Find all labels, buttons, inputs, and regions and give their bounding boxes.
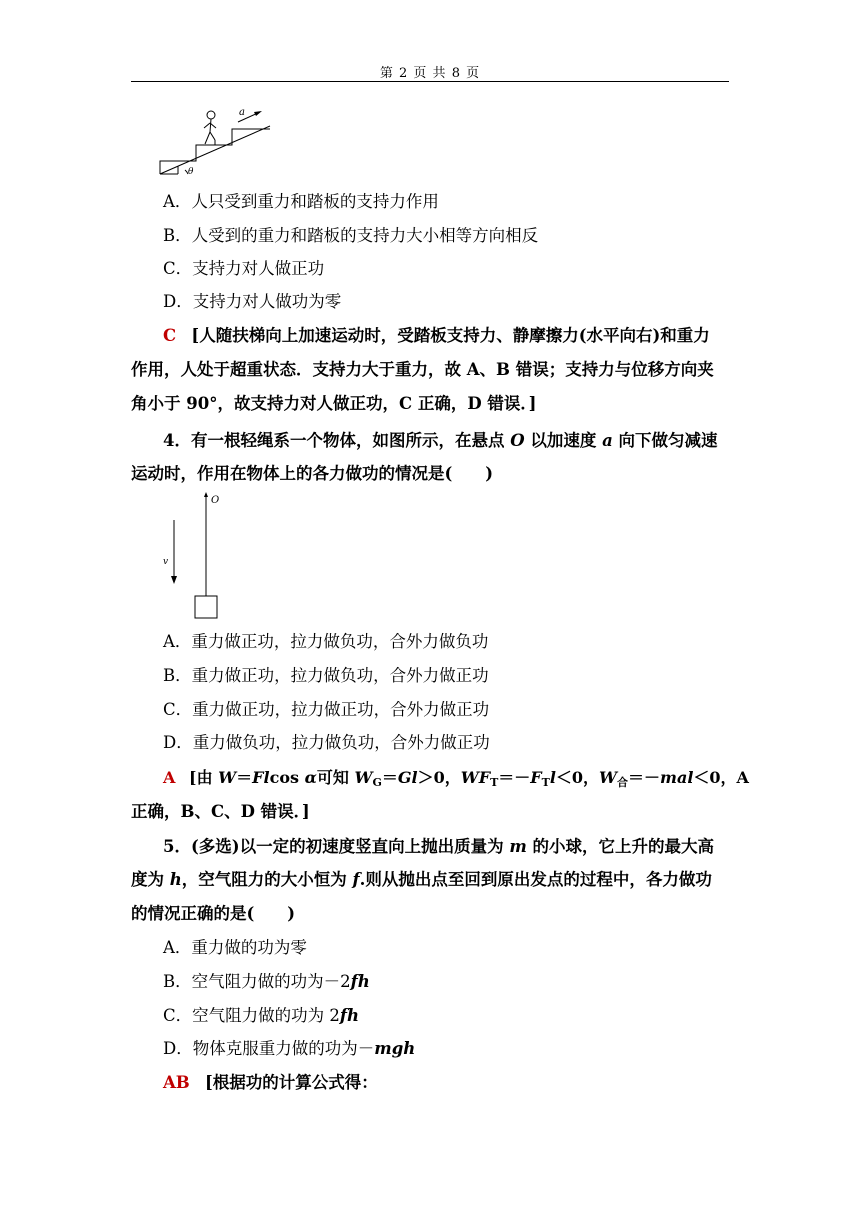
exp-var: mal (660, 768, 694, 787)
escalator-figure (158, 104, 278, 176)
exp-sub: 合 (617, 776, 629, 789)
q5-option-d (163, 1038, 415, 1060)
exp-text: [由 (189, 768, 219, 787)
q4-option-a: A．重力做正功，拉力做负功，合外力做负功 (163, 632, 489, 651)
q5-opt-var: fh (339, 1006, 359, 1025)
exp-var: WF (460, 768, 491, 787)
exp-text: ＞0， (417, 768, 461, 787)
q4-explanation-line2: 正确，B、C、D 错误．] (131, 802, 310, 821)
q4-stem-line1 (163, 430, 718, 452)
page-header: 第 2 页 共 8 页 (379, 66, 481, 81)
q5-opt-text: C．空气阻力做的功为 2 (163, 1006, 340, 1025)
exp-var: l (549, 768, 556, 787)
exp-sub: T (490, 776, 499, 789)
label-a: a (239, 107, 245, 118)
q5-var-h: h (169, 870, 182, 889)
exp-var: Fl (252, 768, 270, 787)
q5-option-b (163, 971, 370, 993)
q4-stem-text: 4．有一根轻绳系一个物体，如图所示，在悬点 (163, 431, 511, 450)
exp-var: F (530, 768, 542, 787)
q4-option-d: D．重力做负功，拉力做负功，合外力做正功 (163, 733, 490, 752)
q3-exp1: [人随扶梯向上加速运动时，受踏板支持力、静摩擦力(水平向右)和重力 (191, 326, 710, 345)
q3-option-b: B．人受到的重力和踏板的支持力大小相等方向相反 (163, 226, 539, 245)
q4-explanation-line1 (163, 767, 749, 789)
q4-option-c: C．重力做正功，拉力做正功，合外力做正功 (163, 700, 490, 719)
exp-text: cos (269, 768, 305, 787)
q3-explanation-line2: 作用，人处于超重状态．支持力大于重力，故 A、B 错误；支持力与位移方向夹 (131, 360, 714, 379)
q5-opt-text: D．物体克服重力做的功为－ (163, 1039, 375, 1058)
q5-stem-text: 度为 (131, 870, 170, 889)
q3-explanation-line3: 角小于 90°，故支持力对人做正功，C 正确，D 错误．] (131, 394, 537, 413)
q5-var-m: m (509, 837, 527, 856)
q5-stem-line2 (131, 869, 712, 891)
exp-text: 可知 (316, 768, 355, 787)
q4-stem-text: 向下做匀减速 (612, 431, 718, 450)
q4-stem-text: 以加速度 (524, 431, 603, 450)
q3-option-c: C．支持力对人做正功 (163, 259, 325, 278)
q5-option-a: A．重力做的功为零 (163, 938, 307, 957)
exp-text: ＜0， (555, 768, 600, 787)
q4-answer: A (163, 768, 176, 787)
exp-text: ＝－ (498, 768, 531, 787)
q4-stem-line2: 运动时，作用在物体上的各力做功的情况是( ) (131, 464, 494, 483)
exp-var: Gl (397, 768, 418, 787)
q5-var-f: f (352, 870, 360, 889)
q3-explanation-line1 (163, 325, 710, 347)
exp-text: ＝ (236, 768, 253, 787)
q3-option-a: A．人只受到重力和踏板的支持力作用 (163, 192, 439, 211)
label-o: O (211, 495, 220, 506)
label-v: v (163, 557, 169, 567)
exp-sub: T (541, 776, 550, 789)
q5-stem-text: .则从抛出点至回到原出发点的过程中，各力做功 (359, 870, 712, 889)
q5-stem-text: 的小球，它上升的最大高 (526, 837, 715, 856)
exp-sub: G (372, 776, 382, 789)
q5-stem-line1 (163, 836, 714, 858)
exp-text: ＝－ (628, 768, 661, 787)
q3-option-d: D．支持力对人做功为零 (163, 292, 342, 311)
exp-var: W (599, 768, 618, 787)
exp-text: ＜0，A (693, 768, 749, 787)
exp-var: W (354, 768, 373, 787)
header-rule (131, 81, 729, 82)
rope-block-figure (160, 490, 230, 620)
q5-opt-var: fh (350, 972, 370, 991)
exp-var: α (304, 768, 317, 787)
q5-stem-text: ，空气阻力的大小恒为 (181, 870, 353, 889)
label-theta: θ (188, 167, 194, 176)
q5-answer: AB (163, 1073, 190, 1092)
q4-option-b: B．重力做正功，拉力做负功，合外力做正功 (163, 666, 489, 685)
q5-stem-line3: 的情况正确的是( ) (131, 904, 296, 923)
q5-opt-text: B．空气阻力做的功为－2 (163, 972, 351, 991)
q5-opt-var: mgh (374, 1039, 416, 1058)
exp-text: ＝ (381, 768, 398, 787)
q5-exp1: [根据功的计算公式得： (205, 1073, 378, 1092)
q5-stem-text: 5．(多选)以一定的初速度竖直向上抛出质量为 (163, 837, 510, 856)
q3-answer: C (163, 326, 177, 345)
exp-var: W (218, 768, 237, 787)
q5-option-c (163, 1005, 359, 1027)
q4-accel-a: a (602, 431, 613, 450)
q5-explanation-line1 (163, 1072, 378, 1094)
q4-point-o: O (510, 431, 525, 450)
